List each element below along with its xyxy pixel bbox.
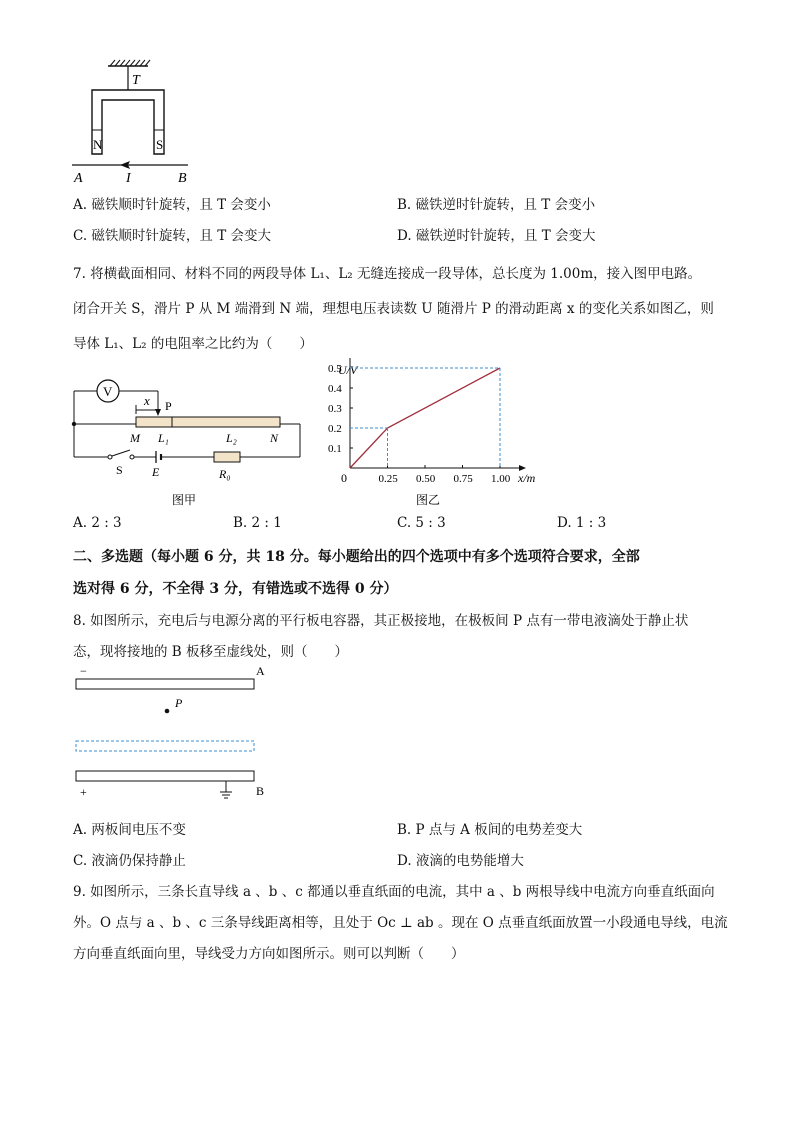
q8-stem-line2: 态，现将接地的 B 板移至虚线处，则（ ） bbox=[73, 644, 349, 660]
chart-xlabel: x/m bbox=[518, 471, 536, 485]
q9-stem-line1: 9. 如图所示，三条长直导线 a 、b 、c 都通以垂直纸面的电流，其中 a 、b 两根导线中电流方向垂直纸面向 bbox=[73, 884, 715, 900]
q7-option-d[interactable]: D. 1 : 3 bbox=[557, 515, 607, 531]
y-tick-label: 0.2 bbox=[328, 423, 342, 435]
label-L1: L₁ bbox=[158, 431, 169, 445]
plate-A bbox=[76, 679, 254, 689]
q8-stem-line1: 8. 如图所示，充电后与电源分离的平行板电容器，其正极接地，在极板间 P 点有一带电液滴处于静止状 bbox=[73, 613, 689, 629]
slider-x: x bbox=[144, 393, 150, 408]
wire-A: A bbox=[74, 171, 83, 186]
x-tick-label: 0.75 bbox=[453, 473, 473, 485]
q7-option-a[interactable]: A. 2 : 3 bbox=[73, 515, 122, 531]
q8-option-a[interactable]: A. 两板间电压不变 bbox=[73, 822, 186, 838]
slider-P: P bbox=[165, 399, 172, 413]
magnet-figure bbox=[60, 58, 210, 188]
section2-heading-line2: 选对得 6 分，不全得 3 分，有错选或不选得 0 分） bbox=[73, 581, 398, 597]
point-P-label: P bbox=[175, 696, 183, 710]
voltmeter-V: V bbox=[103, 384, 113, 399]
y-tick-label: 0.1 bbox=[328, 443, 342, 455]
y-tick-label: 0.3 bbox=[328, 403, 342, 415]
q7-option-b[interactable]: B. 2 : 1 bbox=[233, 515, 282, 531]
q7-stem-line2: 闭合开关 S，滑片 P 从 M 端滑到 N 端，理想电压表读数 U 随滑片 P 的滑动距离 x 的变化关系如图乙，则 bbox=[73, 301, 714, 317]
plate-B bbox=[76, 771, 254, 781]
label-R0: R₀ bbox=[219, 467, 231, 481]
q7-stem-line3: 导体 L₁、L₂ 的电阻率之比约为（ ） bbox=[73, 336, 313, 352]
wire-B: B bbox=[178, 171, 187, 186]
q6-option-b[interactable]: B. 磁铁逆时针旋转，且 T 会变小 bbox=[397, 197, 596, 213]
magnet-T: T bbox=[132, 73, 140, 88]
label-L2: L₂ bbox=[226, 431, 237, 445]
q9-stem-line2: 外。O 点与 a 、b 、c 三条导线距离相等，且处于 Oc ⊥ ab 。现在 O 点垂直纸面放置一小段通电导线，电流 bbox=[73, 915, 728, 931]
q8-option-b[interactable]: B. P 点与 A 板间的电势差变大 bbox=[397, 822, 583, 838]
label-S: S bbox=[116, 463, 123, 477]
label-M: M bbox=[130, 431, 140, 445]
ux-chart bbox=[316, 358, 546, 508]
x-tick-label: 0.25 bbox=[378, 473, 398, 485]
q7-option-c[interactable]: C. 5 : 3 bbox=[397, 515, 446, 531]
capacitor-figure bbox=[70, 660, 280, 800]
ux-series-line bbox=[350, 368, 500, 468]
dashed-plate bbox=[76, 741, 254, 751]
q7-stem-line1: 7. 将横截面相同、材料不同的两段导体 L₁、L₂ 无缝连接成一段导体，总长度为 1.00m，接入图甲电路。 bbox=[73, 266, 702, 282]
x-tick-label: 1.00 bbox=[491, 473, 511, 485]
q6-option-d[interactable]: D. 磁铁逆时针旋转，且 T 会变大 bbox=[397, 228, 596, 244]
label-N: N bbox=[270, 431, 279, 445]
x-tick-label: 0.50 bbox=[416, 473, 436, 485]
q6-option-c[interactable]: C. 磁铁顺时针旋转，且 T 会变大 bbox=[73, 228, 272, 244]
plate-A-minus: − bbox=[80, 664, 87, 678]
plate-B-plus: + bbox=[80, 785, 87, 799]
plate-B-label: B bbox=[256, 784, 265, 798]
section2-heading-line1: 二、多选题（每小题 6 分，共 18 分。每小题给出的四个选项中有多个选项符合要求，全部 bbox=[73, 549, 640, 565]
q6-option-a[interactable]: A. 磁铁顺时针旋转，且 T 会变小 bbox=[73, 197, 271, 213]
circuit-caption: 图甲 bbox=[172, 493, 197, 507]
plate-A-label: A bbox=[256, 664, 265, 678]
y-tick-label: 0.5 bbox=[328, 363, 342, 375]
q8-option-d[interactable]: D. 液滴的电势能增大 bbox=[397, 853, 524, 869]
point-P bbox=[165, 709, 170, 714]
q8-option-c[interactable]: C. 液滴仍保持静止 bbox=[73, 853, 186, 869]
chart-origin: 0 bbox=[341, 471, 347, 485]
q9-stem-line3: 方向垂直纸面向里，导线受力方向如图所示。则可以判断（ ） bbox=[73, 946, 465, 962]
magnet-S: S bbox=[156, 137, 164, 152]
label-E: E bbox=[152, 465, 160, 479]
chart-title: 图乙 bbox=[416, 493, 441, 507]
wire-I: I bbox=[126, 171, 131, 186]
magnet-N: N bbox=[93, 137, 103, 152]
y-tick-label: 0.4 bbox=[328, 383, 342, 395]
chart-ylabel: U/V bbox=[338, 363, 358, 377]
circuit-figure bbox=[64, 372, 314, 512]
